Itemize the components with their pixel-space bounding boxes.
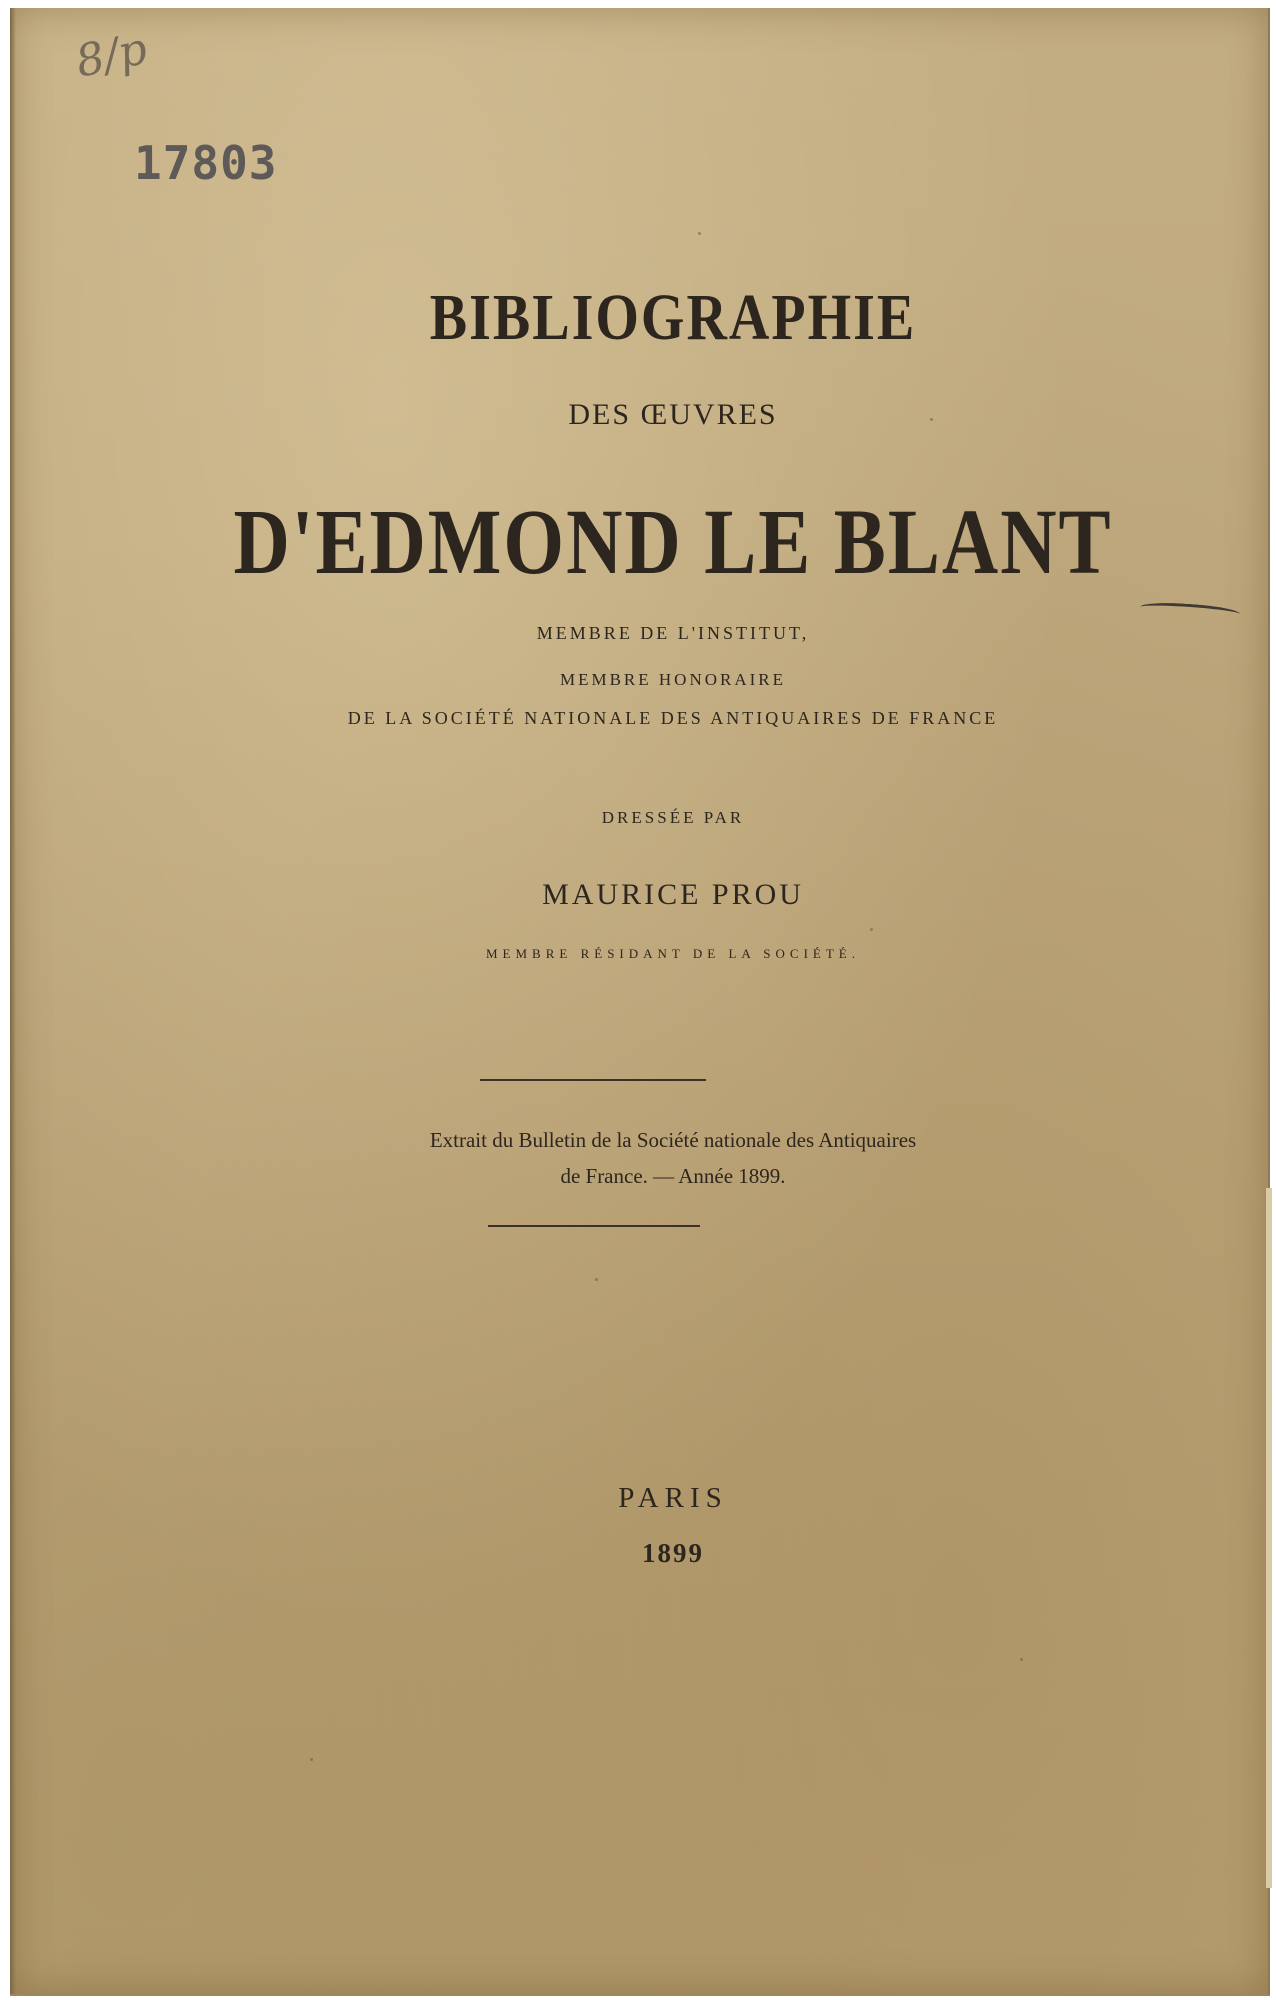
divider-bottom (488, 1225, 700, 1227)
pencil-annotation: 8/p (71, 23, 152, 88)
catalog-number-stamp: 17803 (134, 136, 278, 190)
book-cover (10, 8, 1270, 1996)
subject-name: D'EDMOND LE BLANT (233, 489, 1113, 594)
editor-role: MEMBRE RÉSIDANT DE LA SOCIÉTÉ. (485, 946, 860, 961)
excerpt-note (44, 1122, 1276, 1194)
compiled-by-label: DRESSÉE PAR (601, 808, 745, 827)
divider-top (480, 1079, 706, 1081)
excerpt-line-2: de France. — Année 1899. (560, 1164, 786, 1188)
subtitle: DES ŒUVRES (568, 398, 778, 431)
subject-role-2: MEMBRE HONORAIRE (559, 670, 787, 689)
paper-speck (595, 1278, 598, 1281)
publication-year: 1899 (642, 1538, 704, 1568)
paper-speck (698, 232, 701, 235)
paper-speck (1020, 1658, 1023, 1661)
excerpt-line-1: Extrait du Bulletin de la Société nationale des Antiquaires (429, 1128, 917, 1152)
paper-speck (930, 418, 933, 421)
title: BIBLIOGRAPHIE (429, 281, 917, 355)
spine-shadow (10, 8, 16, 1994)
ink-scratch (1140, 601, 1241, 621)
subject-role-3: DE LA SOCIÉTÉ NATIONALE DES ANTIQUAIRES DE FRANCE (347, 708, 999, 728)
editor-name: MAURICE PROU (542, 878, 804, 911)
subject-role-1: MEMBRE DE L'INSTITUT, (536, 623, 810, 643)
paper-speck (310, 1758, 313, 1761)
paper-speck (870, 928, 873, 931)
publication-city: PARIS (618, 1482, 728, 1514)
